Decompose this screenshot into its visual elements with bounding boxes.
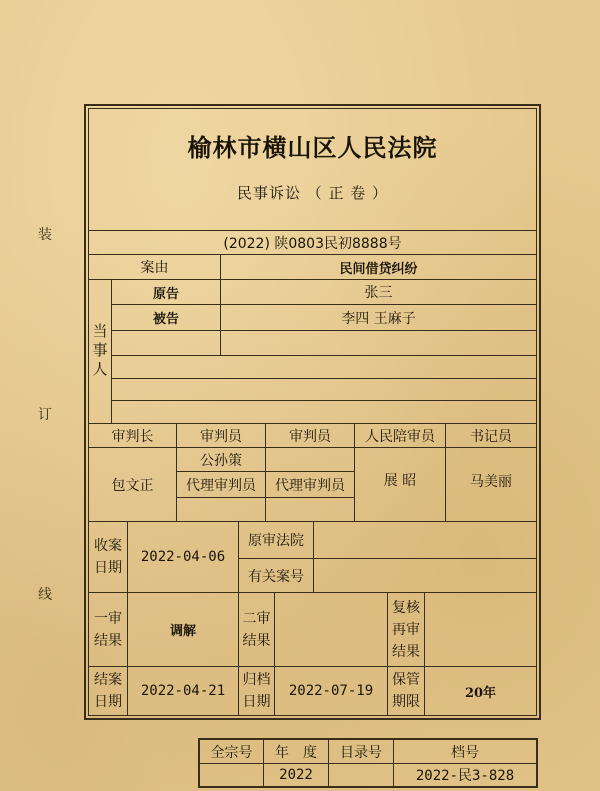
archived-date: 2022-07-19 (288, 683, 374, 699)
first-instance-label-line1: 一审 (94, 610, 122, 627)
fonds-no-value (200, 764, 263, 786)
closed-date: 2022-04-21 (140, 683, 226, 699)
binding-mark-zhuang: 装 (38, 227, 52, 243)
plaintiff-label: 原告 (152, 286, 179, 302)
review-retrial-label-line2: 再审 (392, 621, 420, 638)
closed-date-label (89, 667, 127, 715)
acting-judge-label-1: 代理审判员 (186, 477, 256, 494)
clerk-name: 马美丽 (470, 473, 512, 490)
header-presiding-judge: 审判长 (111, 428, 154, 445)
related-case-label: 有关案号 (248, 568, 304, 585)
archived-date-label (239, 667, 274, 715)
parties-label (89, 280, 111, 423)
review-retrial-label (388, 593, 424, 666)
court-name: 榆林市横山区人民法院 (187, 133, 438, 162)
header-juror: 人民陪审员 (365, 428, 435, 445)
second-instance-label (239, 593, 274, 666)
closed-date-label-line2: 日期 (94, 694, 122, 710)
plaintiff-name: 张三 (364, 285, 393, 301)
filing-date-label-line2: 日期 (94, 560, 122, 576)
judge-name: 公孙策 (200, 452, 242, 469)
second-instance-label-line2: 结果 (242, 632, 271, 649)
parties-label-text: 当事人 (90, 323, 109, 380)
cause-label: 案由 (140, 260, 169, 276)
catalog-no-value (329, 764, 393, 786)
retention-label-line1: 保管 (392, 672, 420, 688)
retention-label (388, 667, 424, 715)
closed-date-label-line1: 结案 (94, 672, 122, 688)
header-file-no: 档号 (451, 744, 479, 761)
second-instance-label-line1: 二审 (242, 610, 271, 627)
binding-mark-xian: 线 (38, 587, 52, 603)
year-value: 2022 (279, 767, 313, 783)
defendant-names: 李四 王麻子 (341, 310, 416, 327)
defendant-label: 被告 (152, 312, 179, 327)
archived-date-label-line1: 归档 (242, 672, 271, 688)
binding-mark-ding: 订 (38, 407, 52, 423)
header-clerk: 书记员 (470, 428, 512, 445)
first-instance-result: 调解 (169, 624, 196, 639)
cause-value: 民间借贷纠纷 (339, 261, 418, 277)
presiding-judge-name: 包文正 (111, 477, 154, 494)
filing-date-label-line1: 收案 (94, 538, 122, 554)
header-year: 年 度 (275, 744, 317, 761)
header-judge-2: 审判员 (289, 428, 331, 445)
case-category: 民事诉讼 （ 正 卷 ） (236, 183, 389, 202)
archived-date-label-line2: 日期 (242, 694, 271, 710)
header-catalog-no: 目录号 (340, 744, 382, 761)
header-judge-1: 审判员 (200, 428, 242, 445)
first-instance-label (89, 593, 127, 666)
header-fonds-no: 全宗号 (210, 744, 253, 761)
filing-date-label (89, 522, 127, 592)
acting-judge-label-2: 代理审判员 (275, 477, 345, 494)
file-no-value: 2022-民3-828 (415, 768, 515, 784)
review-retrial-label-line3: 结果 (392, 643, 420, 660)
retention-label-line2: 期限 (392, 694, 420, 710)
first-instance-label-line2: 结果 (94, 632, 122, 649)
filing-date: 2022-04-06 (140, 549, 226, 565)
original-court-label: 原审法院 (248, 533, 304, 549)
review-retrial-label-line1: 复核 (392, 599, 420, 616)
retention-period: 20年 (464, 685, 497, 701)
juror-name: 展 昭 (383, 472, 417, 489)
case-number: (2022) 陕0803民初8888号 (223, 235, 402, 252)
